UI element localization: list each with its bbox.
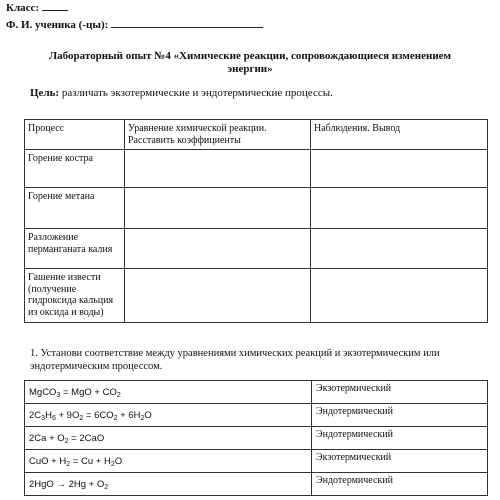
- equation-subscript: 2: [116, 391, 121, 399]
- equation-cell: [25, 473, 312, 496]
- process-cell: Горение метана: [25, 188, 125, 229]
- equation-subscript: 2: [104, 483, 109, 491]
- observation-cell: [311, 229, 488, 269]
- table-row: [25, 150, 488, 188]
- process-cell: Горение костра: [25, 150, 125, 188]
- equation-cell: [125, 269, 311, 323]
- equation-text: MgCO: [29, 386, 57, 398]
- goal: [30, 87, 333, 99]
- equation-cell: [25, 450, 312, 473]
- equation-text: 2HgO → 2Hg + O: [29, 478, 105, 490]
- equation-text: 2Ca + O: [29, 432, 65, 444]
- matching-table: [24, 380, 488, 496]
- equation-cell: [125, 229, 311, 269]
- equation-subscript: 2: [66, 460, 71, 468]
- equation-text: = Cu + H: [70, 455, 111, 467]
- process-type-cell: Эндотермический: [312, 427, 488, 450]
- process-type-cell: Эндотермический: [312, 473, 488, 496]
- observation-cell: [311, 269, 488, 323]
- table-row: [25, 229, 488, 269]
- class-field: [6, 2, 68, 14]
- equation-text: = 6CO: [83, 409, 114, 421]
- process-cell: Гашение извести (получение гидроксида кальция из оксида и воды): [25, 269, 125, 323]
- equation-text: 2C: [29, 409, 42, 421]
- equation-text: + 9O: [55, 409, 80, 421]
- equation-text: H: [45, 409, 52, 421]
- equation-text: O: [144, 409, 152, 421]
- equation-text: = 2CaO: [68, 432, 105, 444]
- goal-label: Цель:: [30, 87, 60, 99]
- equation-cell: [25, 427, 312, 450]
- equation-subscript: 6: [51, 414, 56, 422]
- experiment-table: [24, 119, 488, 323]
- table-row: [25, 269, 488, 323]
- table-row: [25, 427, 488, 450]
- title-line-1: Лабораторный опыт №4 «Химические реакции, сопровождающиеся изменением: [48, 50, 452, 62]
- equation-subscript: 2: [140, 414, 145, 422]
- equation-subscript: 2: [64, 437, 69, 445]
- table-row: [25, 188, 488, 229]
- equation-subscript: 2: [113, 414, 118, 422]
- equation-text: O: [114, 455, 123, 467]
- equation-text: = MgO + CO: [60, 386, 117, 398]
- equation-text: CuO + H: [29, 455, 67, 467]
- task-1-text: 1. Установи соответствие между уравнениями химических реакций и экзотермическим или эндотермическим процессом.: [30, 348, 440, 372]
- header-process: Процесс: [25, 120, 125, 150]
- class-blank: [42, 10, 68, 11]
- observation-cell: [311, 188, 488, 229]
- observation-cell: [311, 150, 488, 188]
- table-row: [25, 450, 488, 473]
- student-field: [6, 19, 263, 31]
- equation-cell: [125, 150, 311, 188]
- process-type-cell: Эндотермический: [312, 404, 488, 427]
- equation-subscript: 2: [110, 460, 115, 468]
- table-row: [25, 404, 488, 427]
- equation-cell: [125, 188, 311, 229]
- goal-text: различать экзотермические и эндотермические процессы.: [61, 87, 333, 99]
- title-line-2: энергии»: [227, 63, 273, 75]
- process-cell: Разложение перманганата калия: [25, 229, 125, 269]
- header-observations: Наблюдения. Вывод: [311, 120, 488, 150]
- page-title: [40, 50, 460, 76]
- equation-subscript: 2: [79, 414, 84, 422]
- equation-cell: [25, 381, 312, 404]
- student-blank: [111, 27, 263, 28]
- process-type-cell: Экзотермический: [312, 450, 488, 473]
- class-label: Класс:: [6, 2, 40, 14]
- equation-subscript: 3: [56, 391, 61, 399]
- table-header-row: [25, 120, 488, 150]
- equation-subscript: 3: [41, 414, 46, 422]
- equation-text: + 6H: [117, 409, 141, 421]
- table-row: [25, 381, 488, 404]
- table-row: [25, 473, 488, 496]
- header-equation: Уравнение химической реакции. Расставить коэффициенты: [125, 120, 311, 150]
- equation-cell: [25, 404, 312, 427]
- student-label: Ф. И. ученика (-цы):: [6, 19, 109, 31]
- process-type-cell: Экзотермический: [312, 381, 488, 404]
